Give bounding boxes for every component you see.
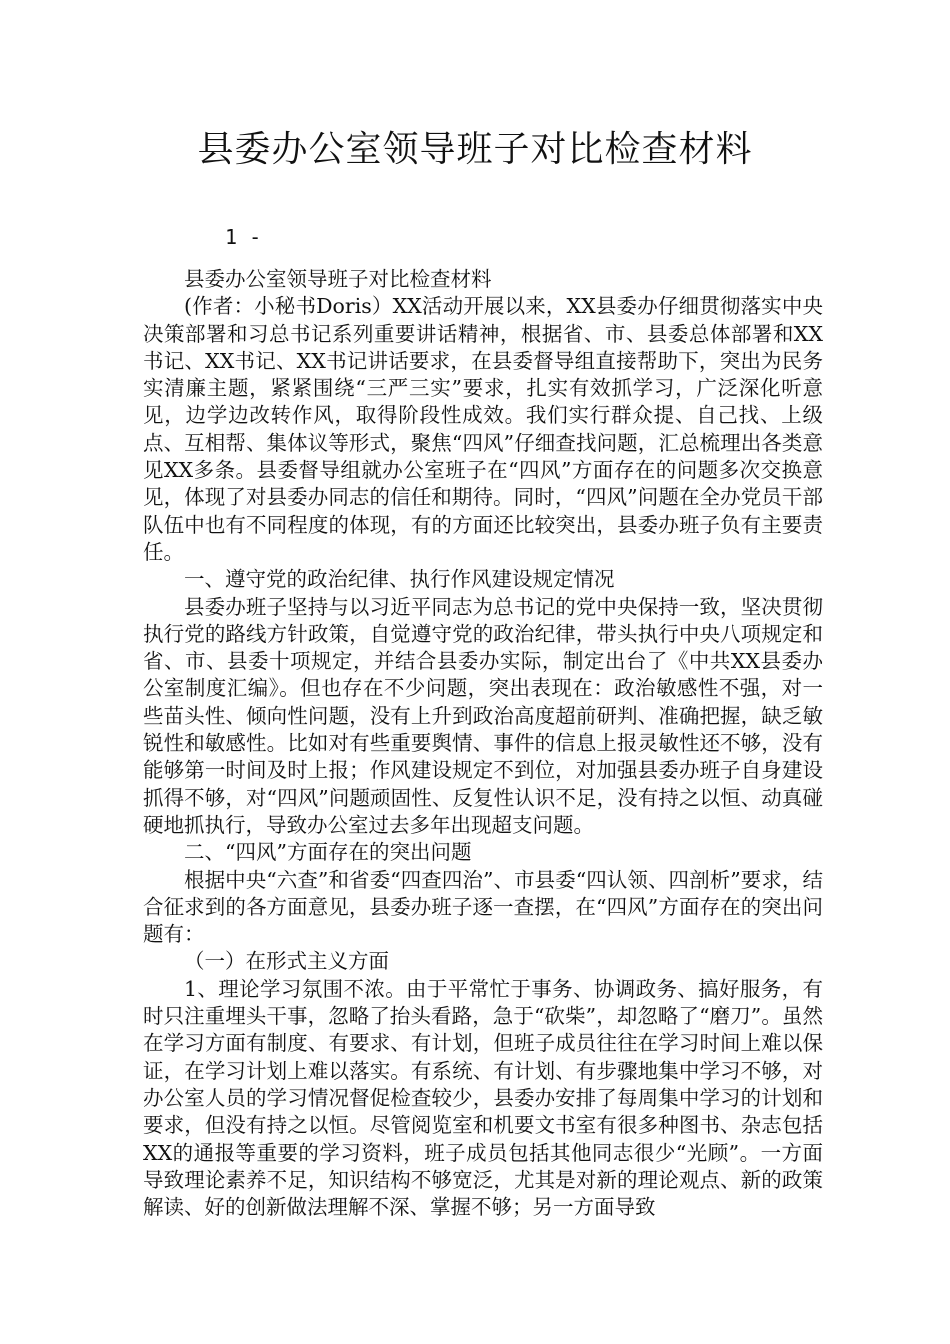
document-body <box>143 266 823 1221</box>
page-number: 1 - <box>225 225 262 249</box>
subsection-heading: （一）在形式主义方面 <box>184 949 389 974</box>
section-heading: 二、“四风”方面存在的突出问题 <box>184 840 472 865</box>
body-paragraph: 1、理论学习氛围不浓。由于平常忙于事务、协调政务、搞好服务，有时只注重埋头干事，忽略了抬头看路，急于“砍柴”，却忽略了“磨刀”。虽然在学习方面有制度、有要求、有计划，但班子成员往往在学习时间上难以保证，在学习计划上难以落实。有系统、有计划、有步骤地集中学习不够，对办公室人员的学习情况督促检查较少，县委办安排了每周集中学习的计划和要求，但没有持之以恒。尽管阅览室和机要文书室有很多种图书、杂志包括XX的通报等重要的学习资料，班子成员包括其他同志很少“光顾”。一方面导致理论素养不足，知识结构不够宽泛，尤其是对新的理论观点、新的政策解读、好的创新做法理解不深、掌握不够；另一方面导致 <box>143 976 823 1220</box>
body-paragraph: (作者：小秘书Doris）XX活动开展以来，XX县委办仔细贯彻落实中央决策部署和习总书记系列重要讲话精神，根据省、市、县委总体部署和XX书记、XX书记、XX书记讲话要求，在县委督导组直接帮助下，突出为民务实清廉主题，紧紧围绕“三严三实”要求，扎实有效抓学习，广泛深化听意见，边学边改转作风，取得阶段性成效。我们实行群众提、自己找、上级点、互相帮、集体议等形式，聚焦“四风”仔细查找问题，汇总梳理出各类意见XX多条。县委督导组就办公室班子在“四风”方面存在的问题多次交换意见，体现了对县委办同志的信任和期待。同时，“四风”问题在全办党员干部队伍中也有不同程度的体现，有的方面还比较突出，县委办班子负有主要责任。 <box>143 294 823 564</box>
body-heading: 县委办公室领导班子对比检查材料 <box>184 267 492 291</box>
document-title: 县委办公室领导班子对比检查材料 <box>197 129 753 170</box>
section-heading: 一、遵守党的政治纪律、执行作风建设规定情况 <box>184 567 615 592</box>
body-paragraph: 根据中央“六查”和省委“四查四治”、市县委“四认领、四剖析”要求，结合征求到的各方面意见，县委办班子逐一查摆，在“四风”方面存在的突出问题有： <box>143 867 823 947</box>
body-paragraph: 县委办班子坚持与以习近平同志为总书记的党中央保持一致，坚决贯彻执行党的路线方针政策，自觉遵守党的政治纪律，带头执行中央八项规定和省、市、县委十项规定，并结合县委办实际，制定出台了《中共XX县委办公室制度汇编》。但也存在不少问题，突出表现在：政治敏感性不强，对一些苗头性、倾向性问题，没有上升到政治高度超前研判、准确把握，缺乏敏锐性和敏感性。比如对有些重要舆情、事件的信息上报灵敏性还不够，没有能够第一时间及时上报；作风建设规定不到位，对加强县委办班子自身建设抓得不够，对“四风”问题顽固性、反复性认识不足，没有持之以恒、动真碰硬地抓执行，导致办公室过去多年出现超支问题。 <box>143 594 823 837</box>
